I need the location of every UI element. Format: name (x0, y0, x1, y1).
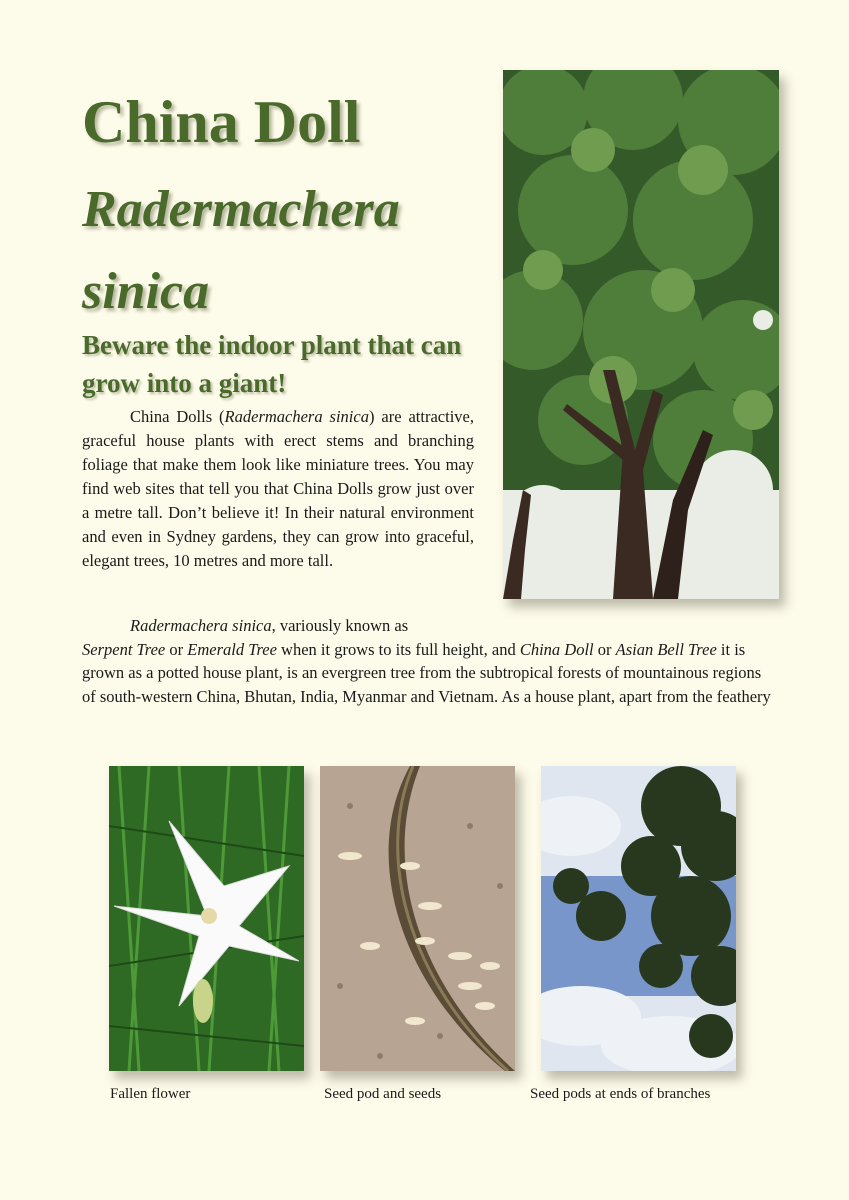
branches-photo (541, 766, 736, 1071)
description-paragraph: Radermachera sinica, variously known as Serpent Tree or Emerald Tree when it grows to its full height, and China Doll or Asian Bell Tree it is grown as a potted house plant, is an evergreen tree from the subtropical forests of mountainous regions of south-western China, Bhutan, India, Myanmar and Vietnam. As a house plant, apart from the feathery (82, 616, 771, 706)
tree-photo (503, 70, 779, 599)
intro-paragraph: China Dolls (Radermachera sinica) are attractive, graceful house plants with erect stems and branching foliage that make them look like miniature trees. You may find web sites that tell you that China Dolls grow just over a metre tall. Don’t believe it! In their natural environment and even in Sydney gardens, they can grow into graceful, elegant trees, 10 metres and more tall. (82, 407, 474, 570)
caption-flower: Fallen flower (110, 1086, 191, 1102)
caption-seed-pod: Seed pod and seeds (324, 1086, 442, 1102)
latin-name-line-1: Radermachera (82, 181, 400, 238)
caption-branches: Seed pods at ends of branches (530, 1086, 711, 1102)
seed-pod-photo (320, 766, 515, 1071)
flower-photo (109, 766, 304, 1071)
latin-name-line-2: sinica (82, 263, 210, 320)
subtitle: Beware the indoor plant that can grow into a giant! (82, 330, 462, 398)
page-title: China Doll (82, 89, 361, 155)
